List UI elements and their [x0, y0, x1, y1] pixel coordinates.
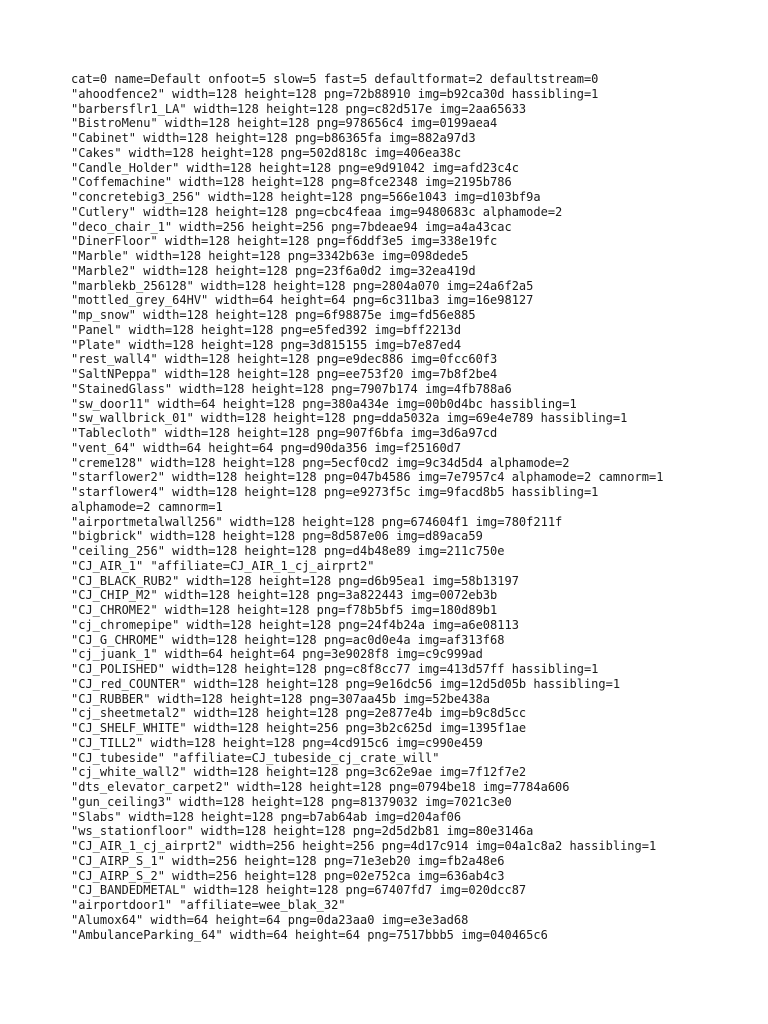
text-line: "rest_wall4" width=128 height=128 png=e9dec886 img=0fcc60f3 — [71, 352, 498, 367]
text-line: "airportmetalwall256" width=128 height=128 png=674604f1 img=780f211f — [71, 514, 563, 529]
text-line: "CJ_AIRP_S_2" width=256 height=128 png=02e752ca img=636ab4c3 — [71, 868, 505, 883]
text-line: "cj_chromepipe" width=128 height=128 png=24f4b24a img=a6e08113 — [71, 617, 519, 632]
text-line: "sw_wallbrick_01" width=128 height=128 png=dda5032a img=69e4e789 hassibling=1 — [71, 411, 628, 426]
text-line: "deco_chair_1" width=256 height=256 png=7bdeae94 img=a4a43cac — [71, 219, 512, 234]
text-line: "CJ_SHELF_WHITE" width=128 height=256 png=3b2c625d img=1395f1ae — [71, 721, 527, 735]
text-line: "ahoodfence2" width=128 height=128 png=72b88910 img=b92ca30d hassibling=1 — [71, 86, 599, 101]
text-line: "Tablecloth" width=128 height=128 png=907f6bfa img=3d6a97cd — [71, 426, 498, 440]
text-line: "Plate" width=128 height=128 png=3d815155 img=b7e87ed4 — [71, 337, 462, 352]
text-line: cat=0 name=Default onfoot=5 slow=5 fast=5 defaultformat=2 defaultstream=0 — [71, 72, 599, 86]
text-line: "CJ_CHROME2" width=128 height=128 png=f78b5bf5 img=180d89b1 — [71, 603, 498, 617]
text-line: "dts_elevator_carpet2" width=128 height=128 png=0794be18 img=7784a606 — [71, 780, 570, 794]
text-line: "CJ_BLACK_RUB2" width=128 height=128 png=d6b95ea1 img=58b13197 — [71, 573, 519, 588]
text-line: "Marble2" width=128 height=128 png=23f6a0d2 img=32ea419d — [71, 263, 476, 278]
text-line: "ceiling_256" width=128 height=128 png=d4b48e89 img=211c750e — [71, 544, 505, 558]
text-line: "concretebig3_256" width=128 height=128 png=566e1043 img=d103bf9a — [71, 190, 541, 204]
text-line: "DinerFloor" width=128 height=128 png=f6ddf3e5 img=338e19fc — [71, 234, 498, 249]
text-line: "Coffemachine" width=128 height=128 png=8fce2348 img=2195b786 — [71, 175, 512, 190]
text-line: "Alumox64" width=64 height=64 png=0da23aa0 img=e3e3ad68 — [71, 912, 469, 927]
text-line: "CJ_G_CHROME" width=128 height=128 png=ac0d0e4a img=af313f68 — [71, 632, 505, 647]
text-line: "CJ_tubeside" "affiliate=CJ_tubeside_cj_crate_will" — [71, 750, 440, 765]
text-line: "CJ_AIR_1_cj_airprt2" width=256 height=256 png=4d17c914 img=04a1c8a2 hassibling=1 — [71, 839, 657, 853]
text-line: "mp_snow" width=128 height=128 png=6f98875e img=fd56e885 — [71, 308, 476, 322]
text-line: "CJ_RUBBER" width=128 height=128 png=307aa45b img=52be438a — [71, 691, 491, 706]
text-line: "CJ_POLISHED" width=128 height=128 png=c8f8cc77 img=413d57ff hassibling=1 — [71, 662, 599, 676]
text-line: "marblekb_256128" width=128 height=128 png=2804a070 img=24a6f2a5 — [71, 278, 534, 293]
text-line: "AmbulanceParking_64" width=64 height=64 png=7517bbb5 img=040465c6 — [71, 927, 548, 942]
text-line: "airportdoor1" "affiliate=wee_blak_32" — [71, 898, 346, 912]
text-line: "SaltNPeppa" width=128 height=128 png=ee753f20 img=7b8f2be4 — [71, 367, 498, 381]
text-line: "ws_stationfloor" width=128 height=128 png=2d5d2b81 img=80e3146a — [71, 824, 534, 839]
text-line: "cj_white_wall2" width=128 height=128 png=3c62e9ae img=7f12f7e2 — [71, 765, 527, 780]
text-line: alphamode=2 camnorm=1 — [71, 499, 223, 514]
text-line: "CJ_red_COUNTER" width=128 height=128 png=9e16dc56 img=12d5d05b hassibling=1 — [71, 676, 621, 691]
texture-list-text — [71, 72, 761, 942]
text-line: "CJ_BANDEDMETAL" width=128 height=128 png=67407fd7 img=020dcc87 — [71, 883, 527, 898]
text-line: "mottled_grey_64HV" width=64 height=64 png=6c311ba3 img=16e98127 — [71, 293, 534, 308]
text-line: "Panel" width=128 height=128 png=e5fed392 img=bff2213d — [71, 322, 462, 337]
text-line: "Slabs" width=128 height=128 png=b7ab64ab img=d204af06 — [71, 809, 462, 824]
text-line: "BistroMenu" width=128 height=128 png=978656c4 img=0199aea4 — [71, 116, 498, 131]
text-line: "barbersflr1_LA" width=128 height=128 png=c82d517e img=2aa65633 — [71, 101, 527, 116]
text-line: "vent_64" width=64 height=64 png=d90da356 img=f25160d7 — [71, 440, 462, 455]
text-line: "starflower2" width=128 height=128 png=047b4586 img=7e7957c4 alphamode=2 camnorm=1 — [71, 470, 664, 485]
text-line: "Cutlery" width=128 height=128 png=cbc4feaa img=9480683c alphamode=2 — [71, 204, 563, 219]
text-line: "CJ_CHIP_M2" width=128 height=128 png=3a822443 img=0072eb3b — [71, 588, 498, 603]
text-line: "starflower4" width=128 height=128 png=e9273f5c img=9facd8b5 hassibling=1 — [71, 485, 599, 499]
text-line: "Cakes" width=128 height=128 png=502d818c img=406ea38c — [71, 145, 462, 160]
text-line: "sw_door11" width=64 height=128 png=380a434e img=00b0d4bc hassibling=1 — [71, 396, 577, 411]
text-line: "Candle_Holder" width=128 height=128 png=e9d91042 img=afd23c4c — [71, 160, 519, 175]
text-line: "CJ_AIR_1" "affiliate=CJ_AIR_1_cj_airprt2" — [71, 558, 375, 573]
text-line: "bigbrick" width=128 height=128 png=8d587e06 img=d89aca59 — [71, 529, 483, 544]
text-line: "StainedGlass" width=128 height=128 png=7907b174 img=4fb788a6 — [71, 381, 512, 396]
text-line: "gun_ceiling3" width=128 height=128 png=81379032 img=7021c3e0 — [71, 794, 512, 809]
text-line: "creme128" width=128 height=128 png=5ecf0cd2 img=9c34d5d4 alphamode=2 — [71, 455, 570, 470]
text-line: "CJ_AIRP_S_1" width=256 height=128 png=71e3eb20 img=fb2a48e6 — [71, 853, 505, 868]
text-line: "Marble" width=128 height=128 png=3342b63e img=098dede5 — [71, 249, 469, 263]
text-line: "cj_juank_1" width=64 height=64 png=3e9028f8 img=c9c999ad — [71, 647, 483, 662]
text-line: "Cabinet" width=128 height=128 png=b86365fa img=882a97d3 — [71, 131, 476, 145]
text-line: "cj_sheetmetal2" width=128 height=128 png=2e877e4b img=b9c8d5cc — [71, 706, 527, 721]
text-line: "CJ_TILL2" width=128 height=128 png=4cd915c6 img=c990e459 — [71, 735, 483, 750]
